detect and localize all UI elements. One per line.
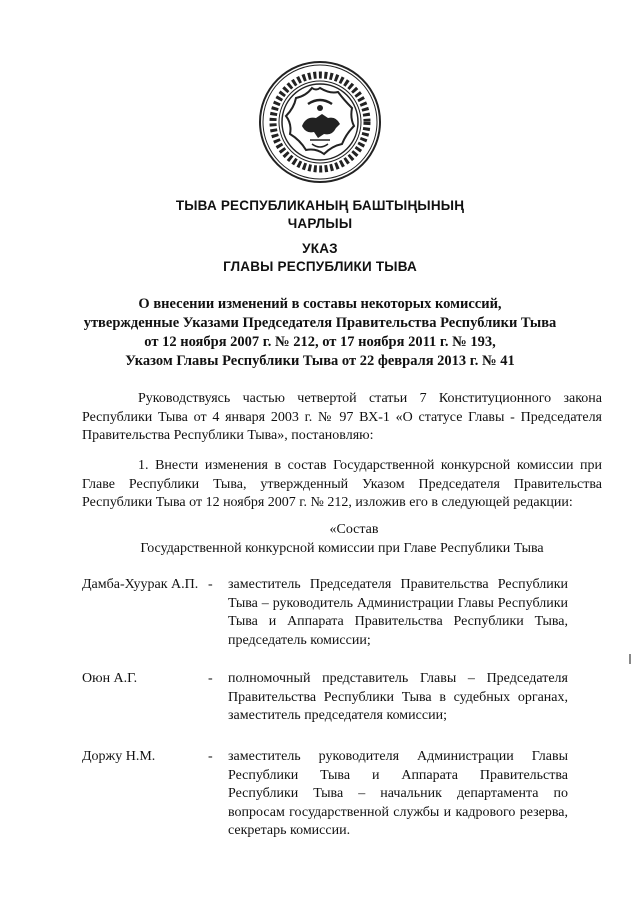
- tuvan-header-line1: ТЫВА РЕСПУБЛИКАНЫҢ БАШТЫҢЫНЫҢ: [175, 198, 465, 213]
- member-role: полномочный представитель Главы – Председателя Правительства Республики Тыва в судебных органах, заместитель председателя комиссии;: [228, 671, 568, 723]
- head-of-republic-label: ГЛАВЫ РЕСПУБЛИКИ ТЫВА: [223, 259, 417, 274]
- member-name: Доржу Н.М.: [82, 749, 156, 764]
- preamble-paragraph: Руководствуясь частью четвертой статьи 7 Конституционного закона Республики Тыва от 4 января 2003 г. № 97 ВХ-1 «О статусе Главы - Председателя Правительства Республики Тыва», постановляю:: [82, 391, 602, 443]
- tuvan-header-line2: ЧАРЛЫЫ: [287, 216, 353, 231]
- member-row: [82, 670, 602, 750]
- decree-label: УКАЗ: [302, 241, 338, 256]
- title-line: Указом Главы Республики Тыва от 22 февраля 2013 г. № 41: [125, 353, 515, 369]
- composition-heading: «Состав: [329, 522, 379, 537]
- member-role: заместитель Председателя Правительства Республики Тыва – руководитель Администрации Главы Республики Тыва и Аппарата Правительства Республики Тыва, председатель комиссии;: [228, 577, 568, 648]
- member-name: Дамба-Хуурак А.П.: [82, 577, 199, 592]
- composition-subheading: Государственной конкурсной комиссии при Главе Республики Тыва: [140, 541, 544, 556]
- title-line: утвержденные Указами Председателя Правительства Республики Тыва: [83, 315, 557, 331]
- member-row: [82, 576, 602, 676]
- document-title: [70, 295, 570, 371]
- member-name: Оюн А.Г.: [82, 671, 138, 686]
- item-1-paragraph: 1. Внести изменения в состав Государственной конкурсной комиссии при Главе Республики Тыва, утвержденный Указом Председателя Правительства Республики Тыва от 12 ноября 2007 г. № 212, изложив его в следующей редакции:: [82, 458, 602, 510]
- member-dash: -: [208, 749, 213, 764]
- member-dash: -: [208, 671, 213, 686]
- scan-mark: [629, 654, 631, 664]
- title-line: от 12 ноября 2007 г. № 212, от 17 ноября 2011 г. № 193,: [144, 334, 496, 350]
- title-line: О внесении изменений в составы некоторых комиссий,: [138, 296, 502, 312]
- member-dash: -: [208, 577, 213, 592]
- member-row: [82, 748, 602, 848]
- member-role: заместитель руководителя Администрации Главы Республики Тыва и Аппарата Правительства Республики Тыва – начальник департамента по вопросам государственной службы и кадрового резерва, секретарь комиссии.: [228, 749, 568, 838]
- tuva-coat-of-arms-icon: [258, 60, 382, 184]
